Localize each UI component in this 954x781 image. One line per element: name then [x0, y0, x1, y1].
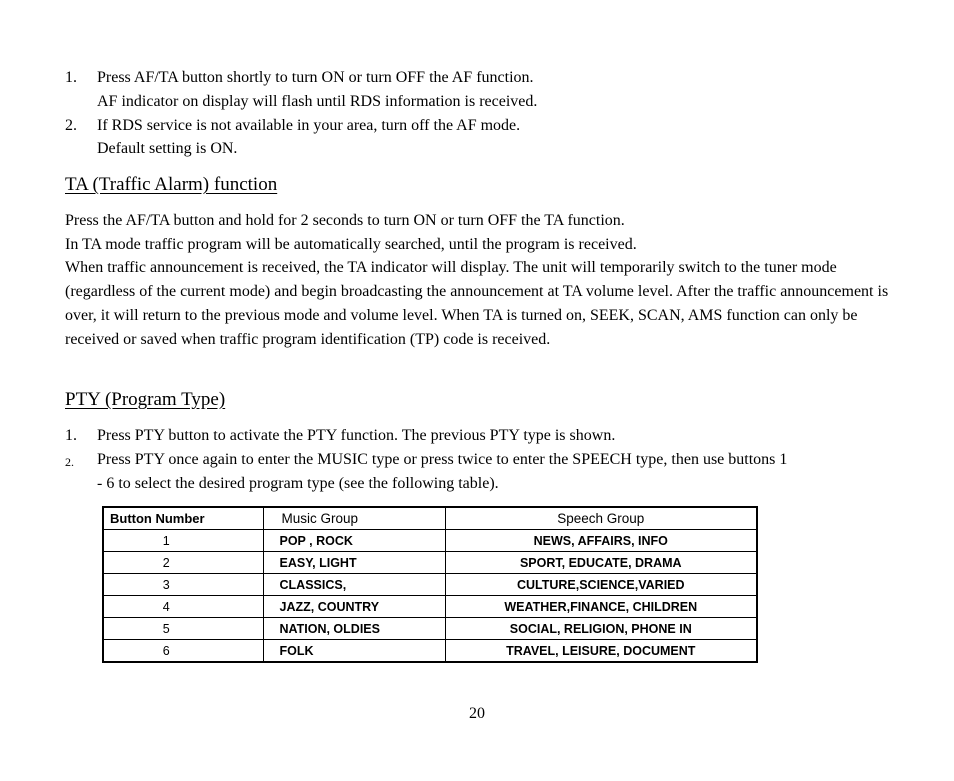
list-number: 1. [65, 427, 77, 444]
table-row [103, 640, 757, 663]
speech-group-cell: WEATHER,FINANCE, CHILDREN [445, 596, 757, 618]
list-item-text: Default setting is ON. [97, 140, 238, 157]
pty-heading: PTY (Program Type) [65, 389, 226, 410]
list-number: 2. [65, 455, 74, 469]
table-row [103, 530, 757, 552]
column-header: Button Number [103, 507, 263, 530]
speech-group-cell: SPORT, EDUCATE, DRAMA [445, 552, 757, 574]
list-item-text: Press AF/TA button shortly to turn ON or turn OFF the AF function. [97, 69, 534, 86]
table-row [103, 596, 757, 618]
ta-paragraph [65, 209, 895, 351]
page-number: 20 [469, 705, 485, 722]
paragraph-line: In TA mode traffic program will be automatically searched, until the program is received. [65, 235, 637, 253]
column-header: Speech Group [445, 507, 757, 530]
button-number-cell: 1 [103, 530, 263, 552]
music-group-cell: FOLK [263, 640, 445, 663]
button-number-cell: 3 [103, 574, 263, 596]
list-item-text: Press PTY button to activate the PTY function. The previous PTY type is shown. [97, 427, 616, 444]
button-number-cell: 2 [103, 552, 263, 574]
button-number-cell: 5 [103, 618, 263, 640]
table-header-row [103, 507, 757, 530]
list-item-text: Press PTY once again to enter the MUSIC type or press twice to enter the SPEECH type, then use buttons 1 [97, 451, 788, 468]
paragraph-line: When traffic announcement is received, the TA indicator will display. The unit will temporarily switch to the tuner mode (regardless of the current mode) and begin broadcasting the announcement at TA volume level. After the traffic announcement is over, it will return to the previous mode and volume level. When TA is turned on, SEEK, SCAN, AMS function can only be received or saved when traffic program identification (TP) code is received. [65, 259, 889, 348]
paragraph-line: Press the AF/TA button and hold for 2 seconds to turn ON or turn OFF the TA function. [65, 212, 625, 229]
music-group-cell: NATION, OLDIES [263, 618, 445, 640]
list-number: 1. [65, 69, 77, 86]
ta-heading: TA (Traffic Alarm) function [65, 174, 278, 195]
speech-group-cell: TRAVEL, LEISURE, DOCUMENT [445, 640, 757, 663]
music-group-cell: CLASSICS, [263, 574, 445, 596]
column-header: Music Group [263, 507, 445, 530]
speech-group-cell: NEWS, AFFAIRS, INFO [445, 530, 757, 552]
music-group-cell: JAZZ, COUNTRY [263, 596, 445, 618]
list-item-text: - 6 to select the desired program type (see the following table). [97, 475, 499, 492]
table-row [103, 618, 757, 640]
table-row [103, 574, 757, 596]
speech-group-cell: SOCIAL, RELIGION, PHONE IN [445, 618, 757, 640]
list-number: 2. [65, 117, 77, 134]
table-row [103, 552, 757, 574]
pty-table [102, 506, 758, 663]
list-item-text: If RDS service is not available in your area, turn off the AF mode. [97, 117, 521, 134]
button-number-cell: 6 [103, 640, 263, 663]
list-item-text: AF indicator on display will flash until RDS information is received. [97, 93, 538, 110]
speech-group-cell: CULTURE,SCIENCE,VARIED [445, 574, 757, 596]
music-group-cell: POP , ROCK [263, 530, 445, 552]
button-number-cell: 4 [103, 596, 263, 618]
music-group-cell: EASY, LIGHT [263, 552, 445, 574]
